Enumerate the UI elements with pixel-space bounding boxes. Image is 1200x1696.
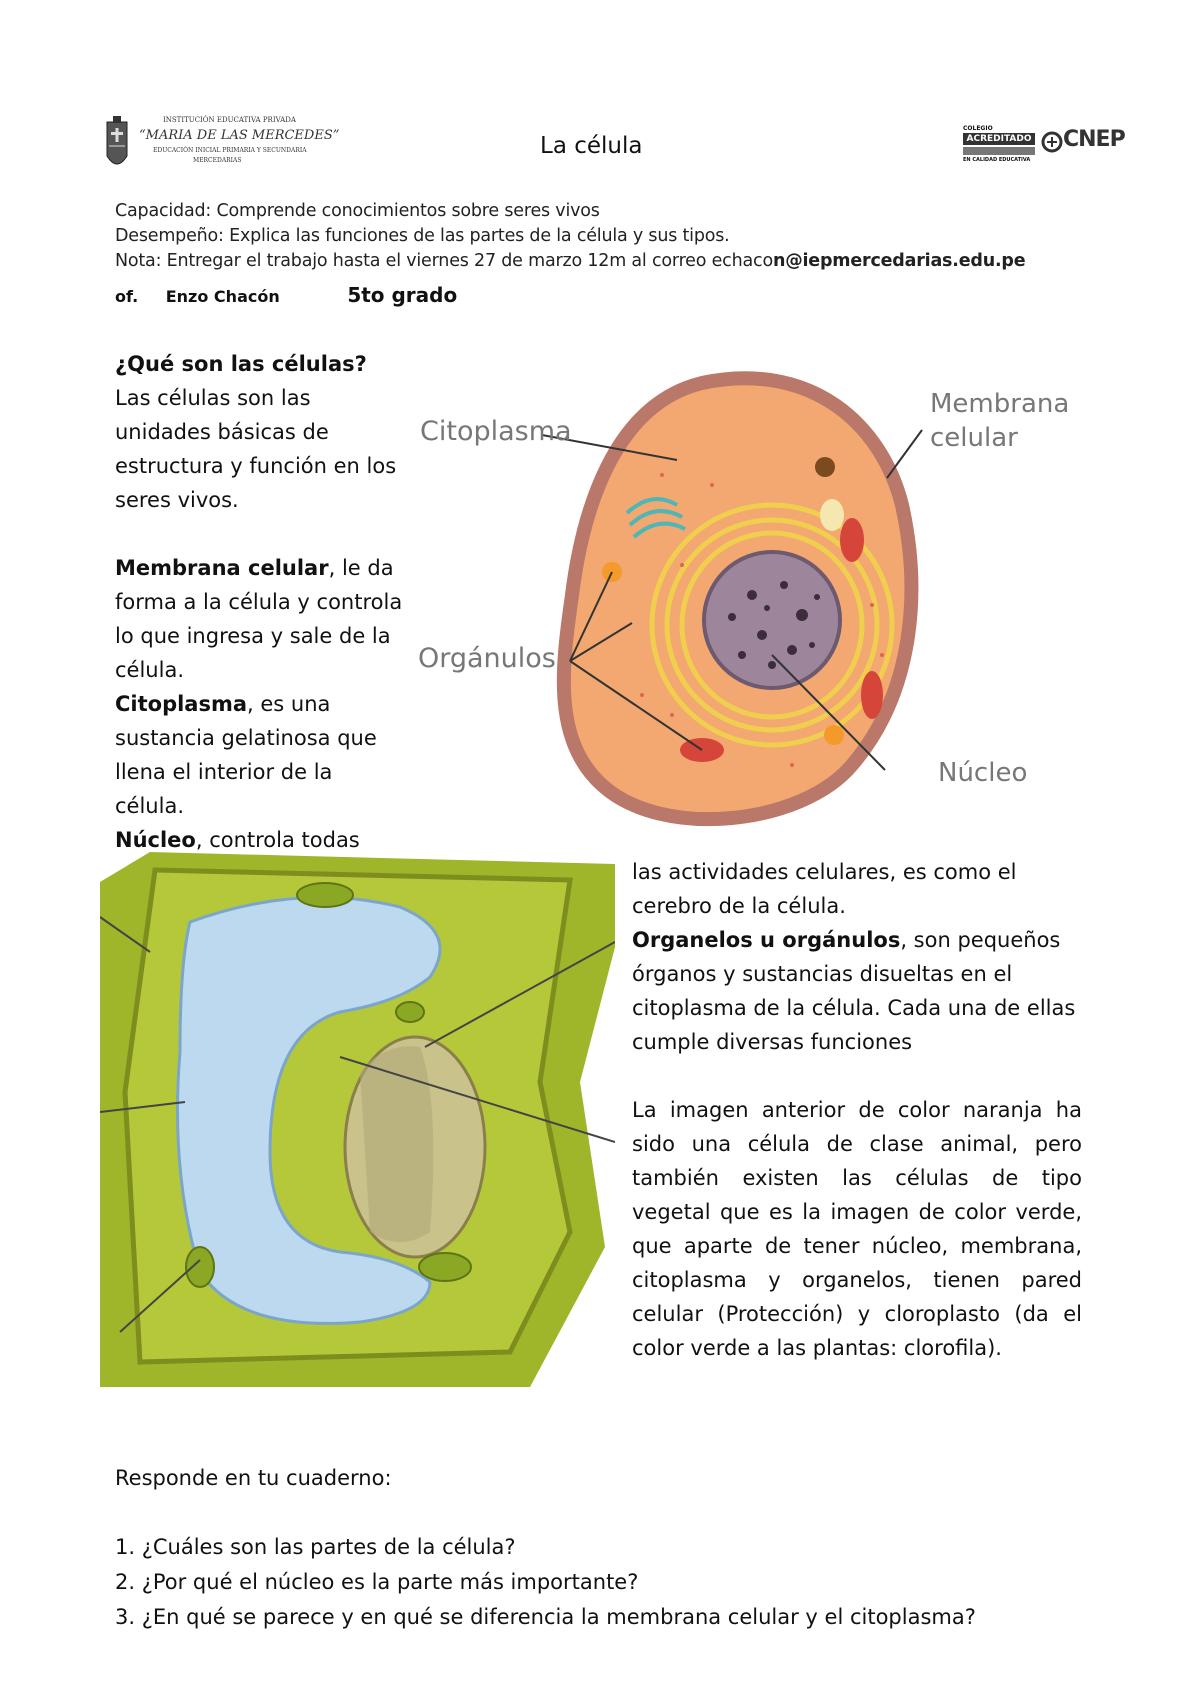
desempeno-line: Desempeño: Explica las funciones de las partes de la célula y sus tipos.	[115, 226, 730, 246]
animal-cell-diagram	[412, 365, 1077, 840]
prof-prefix: of.	[115, 287, 139, 306]
nota-email: n@iepmercedarias.edu.pe	[772, 251, 1026, 271]
cnep-emblem-icon	[1041, 131, 1063, 153]
institution-sub2: MERCEDARIAS	[193, 157, 242, 164]
questions-title: Responde en tu cuaderno:	[115, 1466, 392, 1490]
nucleo-term: Núcleo	[115, 828, 196, 852]
question-item: 1. ¿Cuáles son las partes de la célula?	[115, 1535, 516, 1559]
page-title: La célula	[540, 133, 643, 159]
question-heading: ¿Qué son las células?	[115, 352, 367, 376]
label-membrana: Membrana celular	[930, 389, 1070, 453]
membrana-paragraph: Membrana celular, le da forma a la célula y controla lo que ingresa y sale de la célula.	[115, 556, 403, 682]
citoplasma-term: Citoplasma	[115, 692, 248, 716]
vacuole	[820, 499, 844, 531]
institution-sub1: EDUCACIÓN INICIAL PRIMARIA Y SECUNDARIA	[153, 147, 307, 154]
label-citoplasma: Citoplasma	[420, 416, 572, 447]
chloroplast	[396, 1002, 424, 1022]
mitochondrion	[840, 518, 864, 562]
teacher-row	[115, 283, 457, 311]
mitochondrion	[861, 671, 883, 719]
prof-name: Enzo Chacón	[165, 287, 280, 306]
question-item: 2. ¿Por qué el núcleo es la parte más importante?	[115, 1570, 639, 1594]
label-nucleo: Núcleo	[938, 758, 1028, 788]
chloroplast	[419, 1253, 471, 1281]
citoplasma-paragraph: Citoplasma, es una sustancia gelatinosa que llena el interior de la célula.	[115, 692, 377, 818]
vesicle	[815, 457, 835, 477]
institution-name: “MARIA DE LAS MERCEDES”	[139, 128, 340, 143]
school-logo	[103, 114, 340, 176]
plant-cell-paragraph: La imagen anterior de color naranja ha sido una célula de clase animal, pero también existen las células de tipo vegetal que es la imagen de color verde, que aparte de tener núcleo, membrana, citoplasma y organelos, tienen pared celular (Protección) y cloroplasto (da el color verde a las plantas: clorofila).	[632, 1098, 1082, 1360]
right-column	[632, 855, 1082, 1365]
school-crest-icon	[103, 116, 131, 174]
definition-text: Las células son las unidades básicas de estructura y función en los seres vivos.	[115, 386, 397, 512]
accreditation-top: COLEGIO	[963, 125, 993, 132]
accreditation-bottom: EN CALIDAD EDUCATIVA	[963, 157, 1031, 163]
grade-label: 5to grado	[347, 283, 458, 307]
left-column	[115, 347, 405, 857]
vesicle	[824, 725, 844, 745]
organelos-term: Organelos u orgánulos	[632, 928, 901, 952]
plant-cell-diagram	[100, 852, 615, 1387]
organelos-paragraph: Organelos u orgánulos, son pequeños órganos y sustancias disueltas en el citoplasma de la célula. Cada una de ellas cumple diversas funciones	[632, 928, 1076, 1054]
nucleo-paragraph: Núcleo, controla todas	[115, 828, 360, 852]
chloroplast	[297, 883, 353, 907]
capacidad-line: Capacidad: Comprende conocimientos sobre seres vivos	[115, 201, 600, 221]
nota-line	[115, 251, 1025, 271]
nucleo-continuation: las actividades celulares, es como el cerebro de la célula.	[632, 860, 1017, 918]
questions-list	[115, 1530, 976, 1635]
membrana-term: Membrana celular	[115, 556, 329, 580]
chloroplast	[186, 1247, 214, 1287]
nota-text: Nota: Entregar el trabajo hasta el viernes 27 de marzo 12m al correo echaco	[115, 251, 773, 271]
label-organulos: Orgánulos	[418, 643, 556, 674]
cnep-text: CNEP	[1063, 127, 1125, 152]
institution-small: INSTITUCIÓN EDUCATIVA PRIVADA	[163, 116, 296, 124]
question-item: 3. ¿En qué se parece y en qué se diferencia la membrana celular y el citoplasma?	[115, 1605, 976, 1629]
accreditation-logo	[963, 125, 1123, 165]
accreditation-badge: ACREDITADO	[963, 133, 1035, 145]
